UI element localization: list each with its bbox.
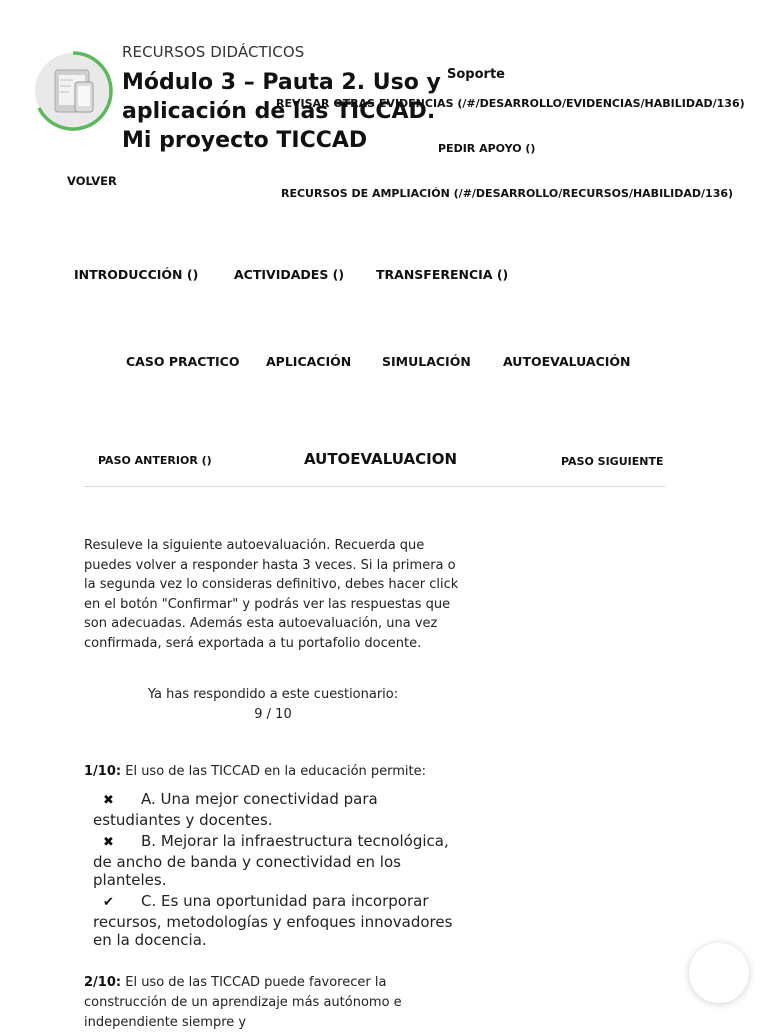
page-title: Módulo 3 – Pauta 2. Uso y aplicación de las TICCAD. Mi proyecto TICCAD bbox=[122, 70, 441, 153]
module-logo bbox=[33, 44, 117, 138]
current-step-title: AUTOEVALUACION bbox=[304, 450, 458, 468]
answer-option bbox=[93, 832, 455, 890]
question-number: 1/10: bbox=[84, 764, 122, 779]
subtab-aplicacion[interactable]: APLICACIÓN bbox=[266, 354, 352, 369]
section-eyebrow: RECURSOS DIDÁCTICOS bbox=[122, 43, 305, 61]
subtab-autoevaluacion[interactable]: AUTOEVALUACIÓN bbox=[503, 354, 631, 369]
cross-icon: ✖ bbox=[103, 835, 114, 850]
extension-resources-link[interactable]: RECURSOS DE AMPLIACIÓN (/#/DESARROLLO/RECURSOS/HABILIDAD/136) bbox=[281, 187, 734, 200]
answer-text: B. Mejorar la infraestructura tecnológica, de ancho de banda y conectividad en los planteles. bbox=[93, 832, 449, 889]
subtab-simulacion[interactable]: SIMULACIÓN bbox=[382, 354, 471, 369]
support-heading: Soporte bbox=[447, 67, 505, 82]
score-summary bbox=[84, 685, 462, 725]
tab-transferencia[interactable]: TRANSFERENCIA () bbox=[376, 267, 509, 282]
floating-action-button[interactable] bbox=[689, 943, 749, 1003]
subtab-caso-practico[interactable]: CASO PRACTICO bbox=[126, 354, 240, 369]
tablet-icon bbox=[33, 44, 117, 138]
answer-option bbox=[93, 892, 455, 950]
answer-text: A. Una mejor conectividad para estudiantes y docentes. bbox=[93, 790, 378, 829]
answer-text: C. Es una oportunidad para incorporar recursos, metodologías y enfoques innovadores en la docencia. bbox=[93, 892, 453, 949]
request-support-link[interactable]: PEDIR APOYO () bbox=[438, 142, 536, 155]
question-1 bbox=[84, 762, 464, 782]
next-step-link[interactable]: PASO SIGUIENTE bbox=[561, 455, 664, 468]
question-text: El uso de las TICCAD puede favorecer la construcción de un aprendizaje más autónomo e independiente siempre y bbox=[84, 975, 402, 1030]
cross-icon: ✖ bbox=[103, 793, 114, 808]
tab-introduccion[interactable]: INTRODUCCIÓN () bbox=[74, 267, 199, 282]
check-icon: ✔ bbox=[103, 895, 114, 910]
question-number: 2/10: bbox=[84, 975, 122, 990]
back-link[interactable]: VOLVER bbox=[67, 174, 117, 188]
review-evidence-link[interactable]: REVISAR OTRAS EVIDENCIAS (/#/DESARROLLO/EVIDENCIAS/HABILIDAD/136) bbox=[276, 97, 745, 110]
question-text: El uso de las TICCAD en la educación permite: bbox=[125, 764, 427, 779]
score-label: Ya has respondido a este cuestionario: bbox=[147, 687, 399, 702]
tab-actividades[interactable]: ACTIVIDADES () bbox=[234, 267, 345, 282]
divider bbox=[84, 486, 665, 487]
previous-step-link[interactable]: PASO ANTERIOR () bbox=[98, 454, 212, 467]
score-value: 9 / 10 bbox=[254, 707, 292, 722]
instructions-text: Resuleve la siguiente autoevaluación. Recuerda que puedes volver a responder hasta 3 veces. Si la primera o la segunda vez lo consideras definitivo, debes hacer click en el botón "Confirmar" y podrás ver las respuestas que son adecuadas. Además esta autoevaluación, una vez confirmada, será exportada a tu portafolio docente. bbox=[84, 538, 459, 651]
question-2 bbox=[84, 973, 464, 1033]
answer-option bbox=[93, 790, 455, 829]
